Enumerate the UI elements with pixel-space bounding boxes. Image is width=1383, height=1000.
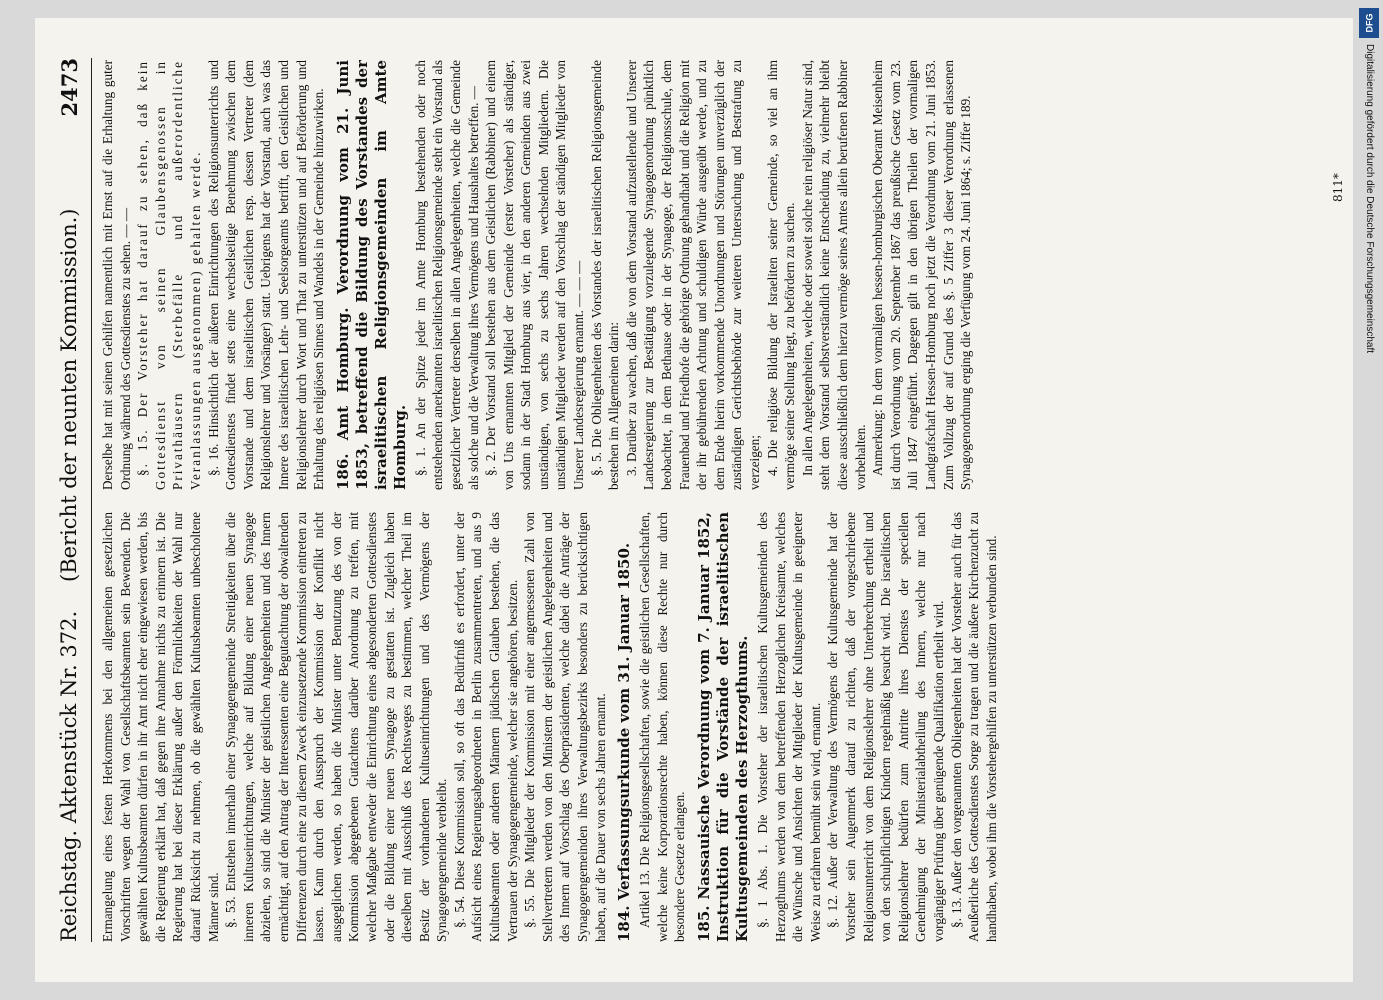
paragraph-section-55: §. 55. Die Mitglieder der Kommission mit einer angemessenen Zahl von Stellvertretern werden von den Ministern der geistlichen Angelegenheiten und des Innern auf Vorschlag des Oberpräsidenten, welche dabei die Anträge der Synagogengemeinden ihres Verwaltungsbezirks besonders zu berücksichtigen haben, auf die Dauer von sechs Jahren ernannt. <box>522 512 608 942</box>
heading-184: 184. Verfassungsurkunde vom 31. Januar 1850. <box>615 542 634 942</box>
text-column-right <box>99 60 1319 490</box>
paragraph-section-54: §. 54. Diese Kommission soll, so oft das Bedürfniß es erfordert, unter der Aufsicht eines Regierungsabgeordneten in Berlin zusammentreten, und aus 9 Kultusbeamten oder anderen Männern jüdischen Glauben bestehen, die das Vertrauen der Synagogengemeinde, welcher sie angehören, besitzen. <box>451 512 520 942</box>
paragraph-religious-matters: In allen Angelegenheiten, welche oder soweit solche rein religiöser Natur sind, steht dem Vorstand selbstverständlich keine Entscheidung zu, vielmehr bleibt diese ausschließlich dem hierzu vermöge seines Amtes allein berufenen Rabbiner vorbehalten. <box>799 60 868 490</box>
dfg-logo-text: DFG <box>1364 13 1374 33</box>
header-rule <box>91 58 92 942</box>
paragraph-annotation: Anmerkung: In dem vormaligen hessen-homburgischen Oberamt Meisenheim ist durch Verordnung vom 20. September 1867 das preußische Gesetz vom 23. Juli 1847 eingeführt. Dagegen gilt in den übrigen Theilen der vormaligen Landgrafschaft Hessen-Homburg noch jetzt die Verordnung vom 21. Juni 1853. Zum Vollzug der auf Grund des §. 5 Ziffer 3 dieser Verordnung erlassenen Synagogenordnung erging die Verfügung vom 24. Juni 1864; s. Ziffer 189. <box>870 60 974 490</box>
running-head-middle: (Bericht der neunten Kommission.) <box>57 208 81 582</box>
paragraph-item-3: 3. Darüber zu wachen, daß die von dem Vorstand aufzustellende und Unserer Landesregierung zur Bestätigung vorzulegende Synagogenordnung pünktlich beobachtet, in dem Bethause oder in der Synagoge, der Religionsschule, dem Frauenbad und Friedhofe die gehörige Ordnung gehandhabt und die Religion mit der ihr gebührenden Achtung und schuldigen Würde ausgeübt werde, und zu dem Ende hierin vorkommende Unordnungen und Störungen unverzüglich der zuständigen Gerichtsbehörde zur weiteren Untersuchung und Bestrafung zu verzeigen; <box>623 60 762 490</box>
running-head <box>51 58 87 942</box>
paragraph-section-16: §. 16. Hinsichtlich der äußeren Einrichtungen des Religionsunterrichts und Gottesdienstes findet stets eine wechselseitige Benehmung zwischen dem Vorstande und dem israelitischen Geistlichen resp. dessen Vertreter (dem Religionslehrer und Vorsänger) statt. Uebrigens hat der Vorstand, auch was das Innere des israelitischen Lehr- und Seelsorgeamts betrifft, den Geistlichen und Religionslehrer durch Wort und That zu unterstützen und auf Beförderung und Erhaltung des religiösen Sinnes und Wandels in der Gemeinde hinzuwirken. <box>205 60 327 490</box>
sheet-signature: 811* <box>1331 173 1345 202</box>
paragraph-section-12: §. 12. Außer der Verwaltung des Vermögens der Kultusgemeinde hat der Vorsteher sein Augenmerk darauf zu richten, daß der vorgeschriebene Religionsunterricht von dem Religionslehrer ohne Unterbrechung ertheilt und von den schulpflichtigen Kindern regelmäßig besucht wird. Die israelitischen Religionslehrer bedürfen zum Antritte ihres Dienstes der speciellen Genehmigung der Ministerialabtheilung des Innern, welche nur nach vorgängiger Prüfung über genügende Qualifikation ertheilt wird. <box>825 512 946 942</box>
dfg-logo <box>1359 8 1379 38</box>
paragraph-section-1: §. 1. An der Spitze jeder im Amte Homburg bestehenden oder noch entstehenden anerkannten israelitischen Religionsgemeinde steht ein Vorstand als gesetzlicher Vertreter derselben in allen Angelegenheiten, welche die Gemeinde als solche und die Verwaltung ihres Vermögens und Haushaltes betreffen. — <box>412 60 481 490</box>
paragraph: Derselbe hat mit seinen Gehilfen namentlich mit Ernst auf die Erhaltung guter Ordnung während des Gottesdienstes zu sehen. — — <box>100 60 133 490</box>
heading-186: 186. Amt Homburg. Verordnung vom 21. Juni 1853, betreffend die Bildung des Vorstandes der israelitischen Religionsgemeinden im Amte Homburg. <box>333 60 409 490</box>
paragraph-section-13: §. 13. Außer den vorgenannten Obliegenheiten hat der Vorsteher auch für das Aeußerliche des Gottesdienstes Sorge zu tragen und die äußere Kirchenzucht zu handhaben, wobei ihm die Vorstehergehilfen zu unterstützen verbunden sind. <box>948 512 999 942</box>
paragraph-section-2: §. 2. Der Vorstand soll bestehen aus dem Geistlichen (Rabbiner) und einem von Uns ernannten Mitglied der Gemeinde (erster Vorsteher) als ständiger, sodann in der Stadt Homburg aus vier, in den anderen Gemeinden aus zwei unständigen, von sechs zu sechs Jahren wechselnden Mitgliedern. Die unständigen Mitglieder werden auf den Vorschlag der ständigen Mitglieder von Unserer Landesregierung ernannt. — — — <box>483 60 587 490</box>
scanned-page <box>35 18 1353 982</box>
digitization-note <box>1359 44 1379 604</box>
text-column-left <box>99 512 1319 942</box>
paragraph-section-1: §. 1 Abs. 1. Die Vorsteher der israelitischen Kultusgemeinden des Herzogthums werden von dem betreffenden Herzoglichen Kreisamte, welches die Wünsche und Ansichten der Mitglieder der Kultusgemeinde in geeigneter Weise zu erfahren bemüht sein wird, ernannt. <box>755 512 823 942</box>
paragraph-section-5: §. 5. Die Obliegenheiten des Vorstandes der israelitischen Religionsgemeinde bestehen im Allgemeinen darin: <box>588 60 622 490</box>
digitization-sidebar <box>1359 8 1379 988</box>
paragraph-item-4: 4. Die religiöse Bildung der Israeliten seiner Gemeinde, so viel an ihm vermöge seiner Stellung liegt, zu befördern zu suchen. <box>764 60 798 490</box>
paragraph-section-53: §. 53. Entstehen innerhalb einer Synagogengemeinde Streitigkeiten über die inneren Kultuseinrichtungen, welche auf Bildung einer neuen Synagoge abzielen, so sind die Minister der geistlichen Angelegenheiten und des Innern ermächtigt, auf den Antrag der Interessenten eine Begutachtung der obwaltenden Differenzen durch eine zu diesem Zweck einzusetzende Kommission eintreten zu lassen. Kann durch den Ausspruch der Kommission der Konflikt nicht ausgeglichen werden, so haben die Minister unter Benutzung des von der Kommission abgegebenen Gutachtens darüber Anordnung zu treffen, mit welcher Maßgabe entweder die Einrichtung eines abgesonderten Gottesdienstes oder die Bildung einer neuen Synagoge zu gestatten ist. Zugleich haben dieselben mit Ausschluß des Rechtsweges zu bestimmen, welcher Theil im Besitz der vorhandenen Kultuseinrichtungen und des Vermögens der Synagogengemeinde verbleibt. <box>223 512 450 942</box>
paragraph-section-15: §. 15. Der Vorsteher hat darauf zu sehen, daß kein Gottesdienst von seinen Glaubensgenossen in Privathäusern (Sterbefälle und außerordentliche Veranlassungen ausgenommen) gehalten werde. <box>135 60 203 490</box>
running-head-left: Reichstag. Aktenstück Nr. 372. <box>57 610 81 942</box>
paragraph: Ermangelung eines festen Herkommens bei den allgemeinen gesetzlichen Vorschriften wegen der Wahl von Gesellschaftsbeamten sein Bewenden. Die gewählten Kultusbeamten dürfen in ihr Amt nicht eher eingewiesen werden, bis die Regierung erklärt hat, daß gegen ihre Annahme nichts zu erinnern ist. Die Regierung hat bei dieser Erklärung außer den Förmlichkeiten der Wahl nur darauf Rücksicht zu nehmen, ob die gewählten Kultusbeamten unbescholtene Männer sind. <box>100 512 221 942</box>
rotated-page-content <box>35 18 1353 982</box>
heading-185: 185. Nassauische Verordnung vom 7. Januar 1852, Instruktion für die Vorstände der israelitischen Kultusgemeinden des Herzogthums. <box>695 512 751 942</box>
digitization-note-text: Digitalisierung gefördert durch die Deutsche Forschungsgemeinschaft <box>1364 44 1375 354</box>
paragraph-article-13: Artikel 13. Die Religionsgesellschaften, sowie die geistlichen Gesellschaften, welche keine Korporationsrechte haben, können diese Rechte nur durch besondere Gesetze erlangen. <box>637 512 688 942</box>
page-number: 2473 <box>57 58 82 117</box>
